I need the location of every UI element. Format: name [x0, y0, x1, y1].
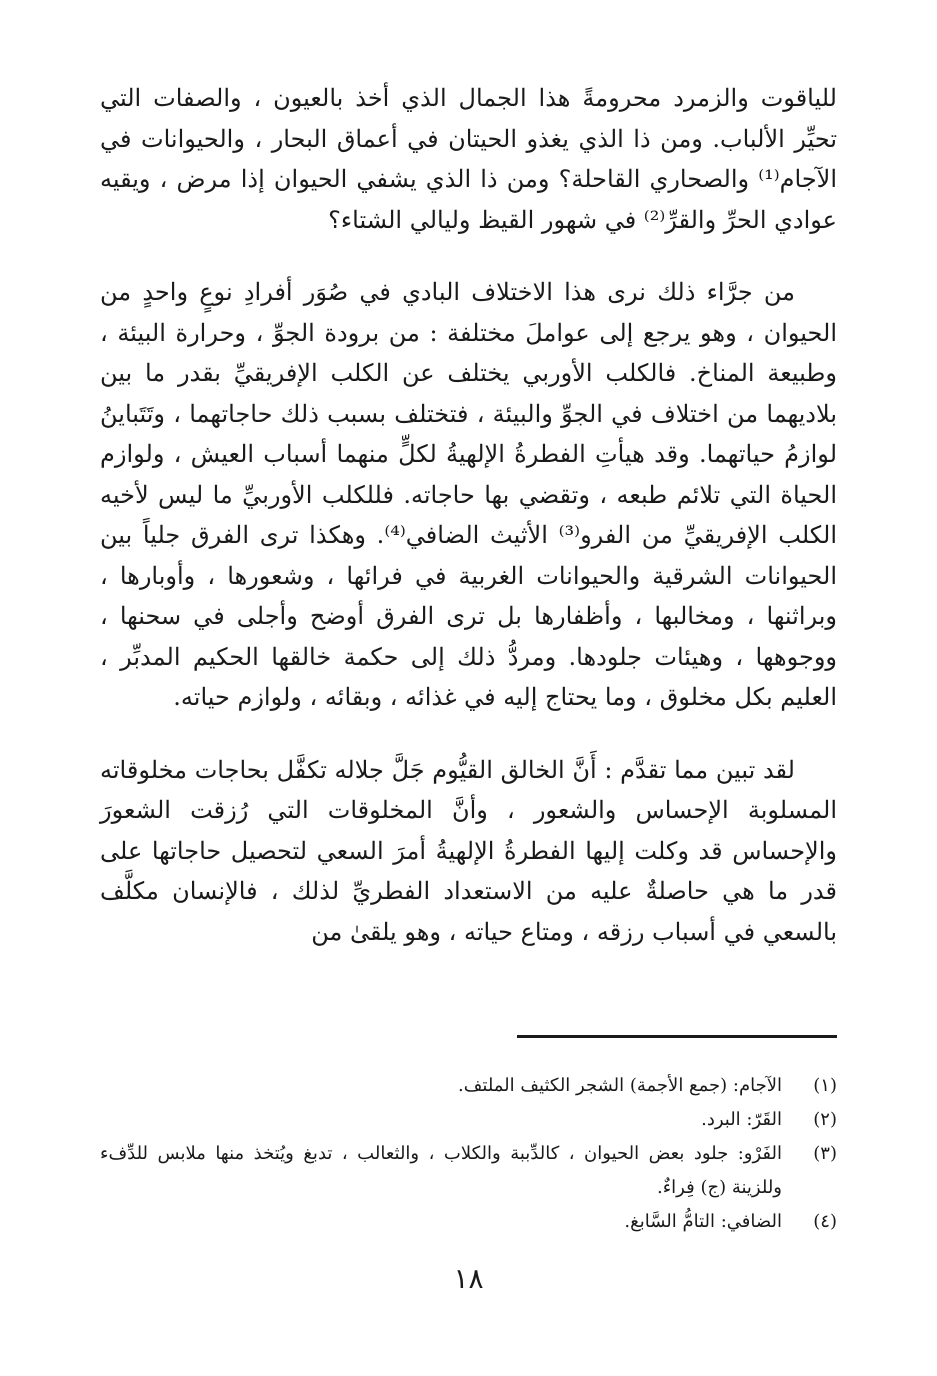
- footnote-divider: [517, 1035, 837, 1038]
- paragraph: من جرَّاء ذلك نرى هذا الاختلاف البادي في صُوَر أفرادِ نوعٍ واحدٍ من الحيوان ، وهو يرجع إلى عواملَ مختلفة : من برودة الجوِّ ، وحرارة البيئة ، وطبيعة المناخ. فالكلب الأوربي يختلف عن الكلب الإفريقيِّ بقدر ما بين بلاديهما من اختلاف في الجوِّ والبيئة ، فتختلف بسبب ذلك حاجاتهما ، وتَتَباينُ لوازمُ حياتهما. وقد هيأتِ الفطرةُ الإلهيةُ لكلٍّ منهما أسباب العيش ، ولوازم الحياة التي تلائم طبعه ، وتقضي بها حاجاته. فللكلب الأوربيِّ ما ليس لأخيه الكلب الإفريقيِّ من الفرو⁽³⁾ الأثيث الضافي⁽⁴⁾. وهكذا ترى الفرق جلياً بين الحيوانات الشرقية والحيوانات الغربية في فرائها ، وشعورها ، وأوبارها ، وبراثنها ، ومخالبها ، وأظفارها بل ترى الفرق أوضح وأجلى في سحنها ، ووجوهها ، وهيئات جلودها. ومردُّ ذلك إلى حكمة خالقها الحكيم المدبِّر ، العليم بكل مخلوق ، وما يحتاج إليه في غذائه ، وبقائه ، ولوازم حياته.: [100, 278, 838, 711]
- footnote-number: (٢): [813, 1109, 837, 1130]
- footnote: [100, 1137, 837, 1205]
- footnote: [100, 1205, 837, 1239]
- footnotes: [100, 1069, 837, 1239]
- footnote-text: الضافي: التامُّ السَّابغ.: [624, 1211, 782, 1232]
- footnote-number: (١): [813, 1075, 837, 1096]
- footnote-text: القَرّ: البرد.: [701, 1109, 782, 1130]
- footnote-text: الآجام: (جمع الأجمة) الشجر الكثيف الملتف.: [458, 1075, 782, 1096]
- footnote: [100, 1103, 837, 1137]
- footnote: [100, 1069, 837, 1103]
- paragraph: لقد تبين مما تقدَّم : أَنَّ الخالق القيُّوم جَلَّ جلاله تكفَّل بحاجات مخلوقاته المسلوبة الإحساس والشعور ، وأنَّ المخلوقات التي رُزقت الشعورَ والإحساس قد وكلت إليها الفطرةُ الإلهيةُ أمرَ السعي لتحصيل حاجاتها على قدر ما هي حاصلةٌ عليه من الاستعداد الفطريِّ لذلك ، فالإنسان مكلَّف بالسعي في أسباب رزقه ، ومتاع حياته ، وهو يلقىٰ من: [100, 755, 837, 946]
- footnote-number: (٤): [813, 1211, 837, 1232]
- footnote-text: الفَرْو: جلود بعض الحيوان ، كالدِّببة والكلاب ، والثعالب ، تدبغ ويُتخذ منها ملابس للدِّفء وللزينة (ج) فِراءٌ.: [100, 1143, 782, 1198]
- paragraph: للياقوت والزمرد محرومةً هذا الجمال الذي أخذ بالعيون ، والصفات التي تحيِّر الألباب. ومن ذا الذي يغذو الحيتان في أعماق البحار ، والحيوانات في الآجام⁽¹⁾ والصحاري القاحلة؟ ومن ذا الذي يشفي الحيوان إذا مرض ، ويقيه عوادي الحرِّ والقرِّ⁽²⁾ في شهور القيظ وليالي الشتاء؟: [100, 84, 838, 234]
- footnote-number: (٣): [813, 1143, 837, 1164]
- page-number: ١٨: [453, 1262, 484, 1295]
- body-text: [100, 78, 837, 952]
